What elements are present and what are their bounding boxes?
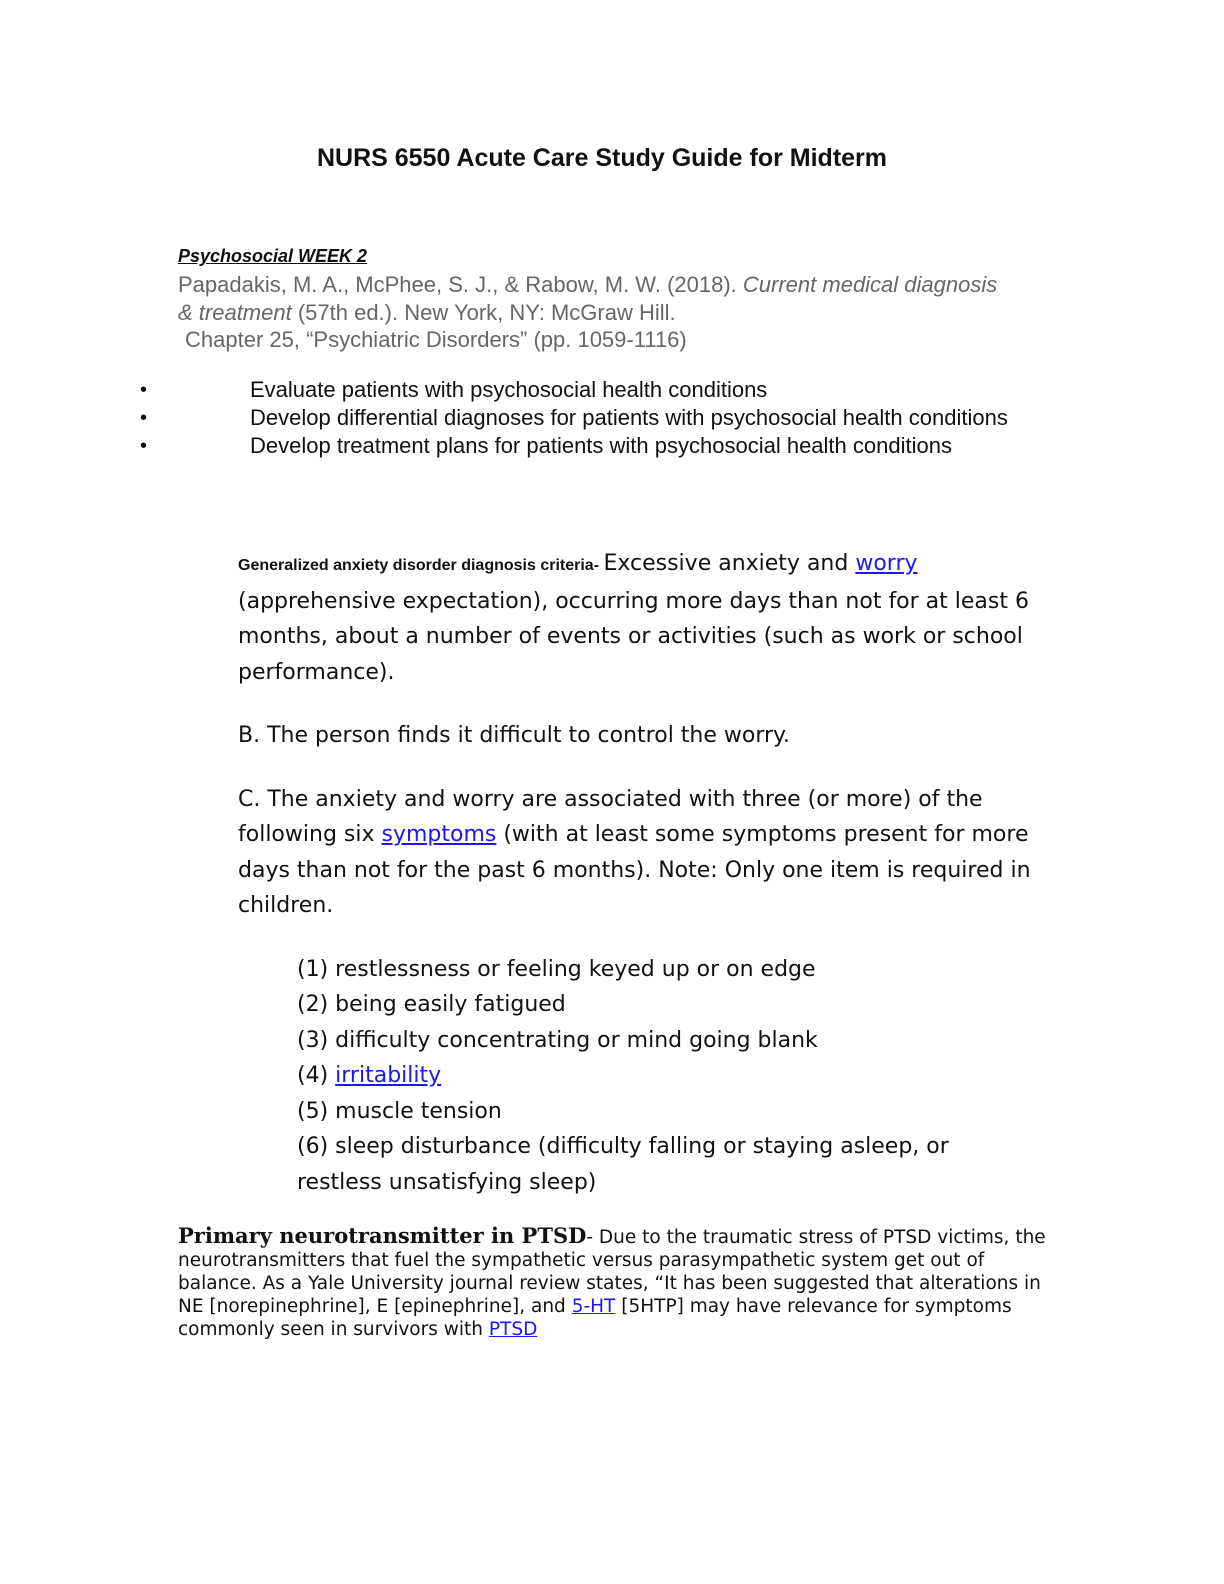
objective-text: Evaluate patients with psychosocial health conditions xyxy=(250,377,768,402)
gad-lead: Generalized anxiety disorder diagnosis criteria xyxy=(238,557,594,574)
gad-criterion-c xyxy=(238,782,1038,924)
ptsd-text: Due to the traumatic stress of PTSD victims, the neurotransmitters that fuel the sympathetic versus parasympathetic system get out of balance. As a Yale University journal review states, “It has been suggested that alterations in NE [norepinephrine], E [epinephrine], and xyxy=(178,1227,1046,1317)
ptsd-text-cont: [5HTP] may have relevance for symptoms commonly seen in survivors with xyxy=(178,1296,1012,1340)
objective-text: Develop differential diagnoses for patients with psychosocial health conditions xyxy=(250,405,1008,430)
gad-criteria xyxy=(238,546,1038,1200)
objective-item xyxy=(140,432,1040,460)
bullet-icon: • xyxy=(140,379,148,401)
worry-link[interactable]: worry xyxy=(855,551,918,576)
gad-a-text: Excessive anxiety and xyxy=(603,551,856,576)
ptsd-link[interactable]: PTSD xyxy=(488,1319,538,1340)
symptom-item: (1) restlessness or feeling keyed up or on edge xyxy=(297,956,816,982)
objective-item xyxy=(140,376,1040,404)
symptom-item: (3) difficulty concentrating or mind going blank xyxy=(297,1027,818,1053)
symptom-list xyxy=(238,952,1038,1201)
symptom-number: (4) xyxy=(297,1063,336,1088)
objective-text: Develop treatment plans for patients with psychosocial health conditions xyxy=(250,433,952,458)
gad-dash: - xyxy=(593,557,604,574)
gad-c-text-cont: (with at least some symptoms present for more days than not for the past 6 months). Note: Only one item is required in children. xyxy=(238,822,1031,918)
ptsd-dash: - xyxy=(586,1227,599,1248)
5ht-link[interactable]: 5-HT xyxy=(571,1296,616,1317)
bullet-icon: • xyxy=(140,435,148,457)
gad-criterion-a xyxy=(238,546,1038,690)
ptsd-lead: Primary neurotransmitter in PTSD xyxy=(178,1223,587,1248)
symptom-item: (2) being easily fatigued xyxy=(297,992,566,1017)
citation-publisher: (57th ed.). New York, NY: McGraw Hill. xyxy=(291,299,676,325)
objective-item xyxy=(140,404,1040,432)
gad-c-text: C. The anxiety and worry are associated with three (or more) of the following six xyxy=(238,786,983,847)
reference-citation xyxy=(178,271,998,354)
gad-a-text-cont: (apprehensive expectation), occurring more days than not for at least 6 months, about a number of events or activities (such as work or school performance). xyxy=(238,588,1029,685)
page-title: NURS 6550 Acute Care Study Guide for Midterm xyxy=(316,144,888,172)
citation-chapter: Chapter 25, “Psychiatric Disorders” (pp. 1059-1116) xyxy=(185,327,687,352)
symptom-item: (5) muscle tension xyxy=(297,1098,502,1124)
gad-criterion-b: B. The person finds it difficult to control the worry. xyxy=(238,723,790,748)
bullet-icon: • xyxy=(140,407,148,429)
ptsd-paragraph xyxy=(178,1224,1048,1341)
section-heading: Psychosocial WEEK 2 xyxy=(178,246,368,266)
irritability-link[interactable]: irritability xyxy=(335,1063,442,1088)
symptoms-link[interactable]: symptoms xyxy=(381,822,497,847)
symptom-item xyxy=(297,1058,1038,1094)
learning-objectives xyxy=(140,376,1040,460)
citation-authors: Papadakis, M. A., McPhee, S. J., & Rabow, M. W. (2018). xyxy=(178,272,743,297)
citation-book-title: Current medical diagnosis & treatment xyxy=(178,272,998,325)
symptom-item: (6) sleep disturbance (difficulty falling or staying asleep, or restless unsatisfying sleep) xyxy=(297,1134,949,1195)
